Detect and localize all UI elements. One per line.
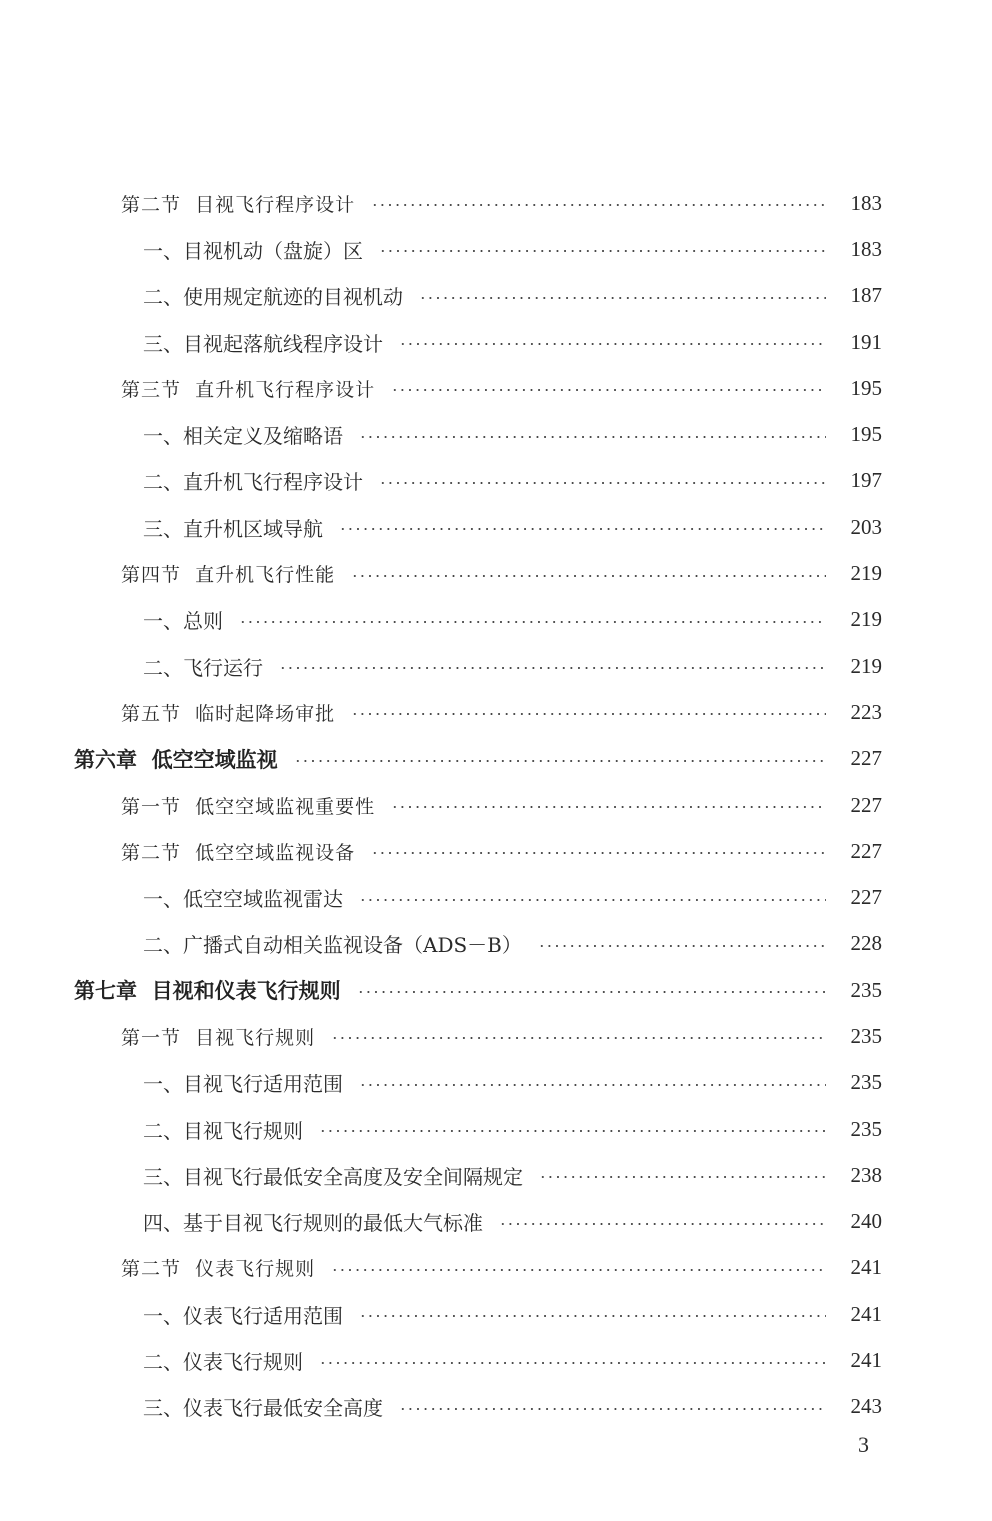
toc-entry-title: 一、低空空域监视雷达: [143, 887, 343, 912]
toc-entry-title: 第二节 目视飞行程序设计: [121, 193, 356, 216]
toc-entry-title: 二、目视飞行规则: [143, 1118, 303, 1143]
toc-item-row: [0, 1152, 992, 1198]
toc-entry-page: 183: [850, 190, 882, 215]
dot-leader: [391, 389, 826, 391]
toc-entry-title: 三、目视飞行最低安全高度及安全间隔规定: [143, 1164, 523, 1189]
toc-entry-title: 二、使用规定航迹的目视机动: [143, 285, 403, 310]
toc-item-row: [0, 273, 992, 319]
toc-item-row: [0, 1060, 992, 1106]
dot-leader: [371, 852, 826, 854]
page-number: 3: [858, 1432, 869, 1457]
toc-section-row: [0, 365, 992, 411]
dot-leader: [359, 436, 826, 438]
toc-entry-title: 一、总则: [143, 609, 223, 634]
table-of-contents: [0, 180, 992, 1430]
dot-leader: [399, 1408, 826, 1410]
toc-entry-page: 241: [850, 1348, 882, 1373]
toc-entry-page: 235: [850, 1070, 882, 1095]
toc-entry-title: 一、目视机动（盘旋）区: [143, 238, 363, 263]
toc-entry-title: 三、仪表飞行最低安全高度: [143, 1396, 383, 1421]
dot-leader: [391, 806, 826, 808]
toc-entry-page: 241: [850, 1301, 882, 1326]
dot-leader: [499, 1223, 826, 1225]
toc-item-row: [0, 1106, 992, 1152]
dot-leader: [539, 1176, 826, 1178]
toc-entry-title: 第六章 低空空域监视: [74, 746, 278, 772]
dot-leader: [294, 760, 826, 762]
toc-entry-title: 第五节 临时起降场审批: [121, 702, 336, 725]
toc-entry-page: 227: [850, 838, 882, 863]
toc-item-row: [0, 597, 992, 643]
toc-entry-page: 241: [850, 1255, 882, 1280]
toc-section-row: [0, 550, 992, 596]
toc-section-row: [0, 689, 992, 735]
dot-leader: [379, 482, 826, 484]
toc-entry-page: 227: [850, 885, 882, 910]
toc-entry-title: 第二节 低空空域监视设备: [121, 841, 356, 864]
dot-leader: [331, 1269, 826, 1271]
dot-leader: [371, 204, 826, 206]
toc-entry-page: 219: [850, 607, 882, 632]
toc-entry-page: 235: [850, 1116, 882, 1141]
toc-entry-page: 243: [850, 1394, 882, 1419]
toc-item-row: [0, 504, 992, 550]
dot-leader: [331, 1037, 826, 1039]
dot-leader: [359, 1084, 826, 1086]
dot-leader: [239, 621, 826, 623]
toc-section-row: [0, 828, 992, 874]
toc-entry-title: 一、相关定义及缩略语: [143, 424, 343, 449]
toc-item-row: [0, 319, 992, 365]
toc-entry-title: 四、基于目视飞行规则的最低大气标准: [143, 1211, 483, 1236]
dot-leader: [359, 899, 826, 901]
toc-entry-title: 第一节 目视飞行规则: [121, 1026, 316, 1049]
toc-section-row: [0, 1013, 992, 1059]
toc-item-row: [0, 226, 992, 272]
toc-item-row: [0, 411, 992, 457]
toc-entry-page: 240: [850, 1209, 882, 1234]
toc-entry-page: 195: [850, 375, 882, 400]
toc-entry-title: 一、目视飞行适用范围: [143, 1072, 343, 1097]
dot-leader: [379, 250, 826, 252]
toc-entry-title: 第七章 目视和仪表飞行规则: [74, 978, 341, 1004]
toc-entry-title: 二、广播式自动相关监视设备（ADS－B）: [143, 933, 522, 958]
toc-entry-page: 228: [850, 931, 882, 956]
toc-section-row: [0, 782, 992, 828]
dot-leader: [319, 1130, 826, 1132]
toc-entry-title: 三、直升机区域导航: [143, 516, 323, 541]
toc-entry-page: 197: [850, 468, 882, 493]
toc-item-row: [0, 1199, 992, 1245]
toc-entry-title: 第三节 直升机飞行程序设计: [121, 378, 376, 401]
toc-item-row: [0, 458, 992, 504]
toc-item-row: [0, 1337, 992, 1383]
toc-entry-page: 219: [850, 653, 882, 678]
toc-entry-title: 二、飞行运行: [143, 655, 263, 680]
toc-item-row: [0, 1384, 992, 1430]
toc-entry-page: 227: [850, 746, 882, 771]
dot-leader: [351, 575, 826, 577]
toc-entry-page: 223: [850, 699, 882, 724]
toc-entry-title: 二、仪表飞行规则: [143, 1350, 303, 1375]
toc-entry-page: 187: [850, 283, 882, 308]
dot-leader: [339, 528, 826, 530]
dot-leader: [357, 991, 826, 993]
toc-item-row: [0, 1291, 992, 1337]
toc-entry-title: 第四节 直升机飞行性能: [121, 564, 336, 587]
toc-entry-page: 227: [850, 792, 882, 817]
toc-entry-page: 183: [850, 236, 882, 261]
toc-entry-page: 203: [850, 514, 882, 539]
toc-entry-title: 三、目视起落航线程序设计: [143, 331, 383, 356]
dot-leader: [359, 1315, 826, 1317]
toc-entry-page: 191: [850, 329, 882, 354]
toc-chapter-row: [0, 736, 992, 782]
toc-chapter-row: [0, 967, 992, 1013]
toc-entry-title: 第一节 低空空域监视重要性: [121, 795, 376, 818]
toc-entry-page: 219: [850, 561, 882, 586]
toc-entry-title: 二、直升机飞行程序设计: [143, 470, 363, 495]
dot-leader: [279, 667, 826, 669]
toc-entry-page: 195: [850, 422, 882, 447]
dot-leader: [351, 713, 826, 715]
dot-leader: [399, 343, 826, 345]
toc-item-row: [0, 921, 992, 967]
dot-leader: [419, 297, 826, 299]
toc-item-row: [0, 874, 992, 920]
dot-leader: [538, 945, 826, 947]
toc-entry-title: 一、仪表飞行适用范围: [143, 1303, 343, 1328]
toc-entry-title: 第二节 仪表飞行规则: [121, 1258, 316, 1281]
toc-entry-page: 238: [850, 1162, 882, 1187]
toc-entry-page: 235: [850, 977, 882, 1002]
toc-item-row: [0, 643, 992, 689]
dot-leader: [319, 1362, 826, 1364]
toc-entry-page: 235: [850, 1023, 882, 1048]
toc-section-row: [0, 180, 992, 226]
toc-section-row: [0, 1245, 992, 1291]
